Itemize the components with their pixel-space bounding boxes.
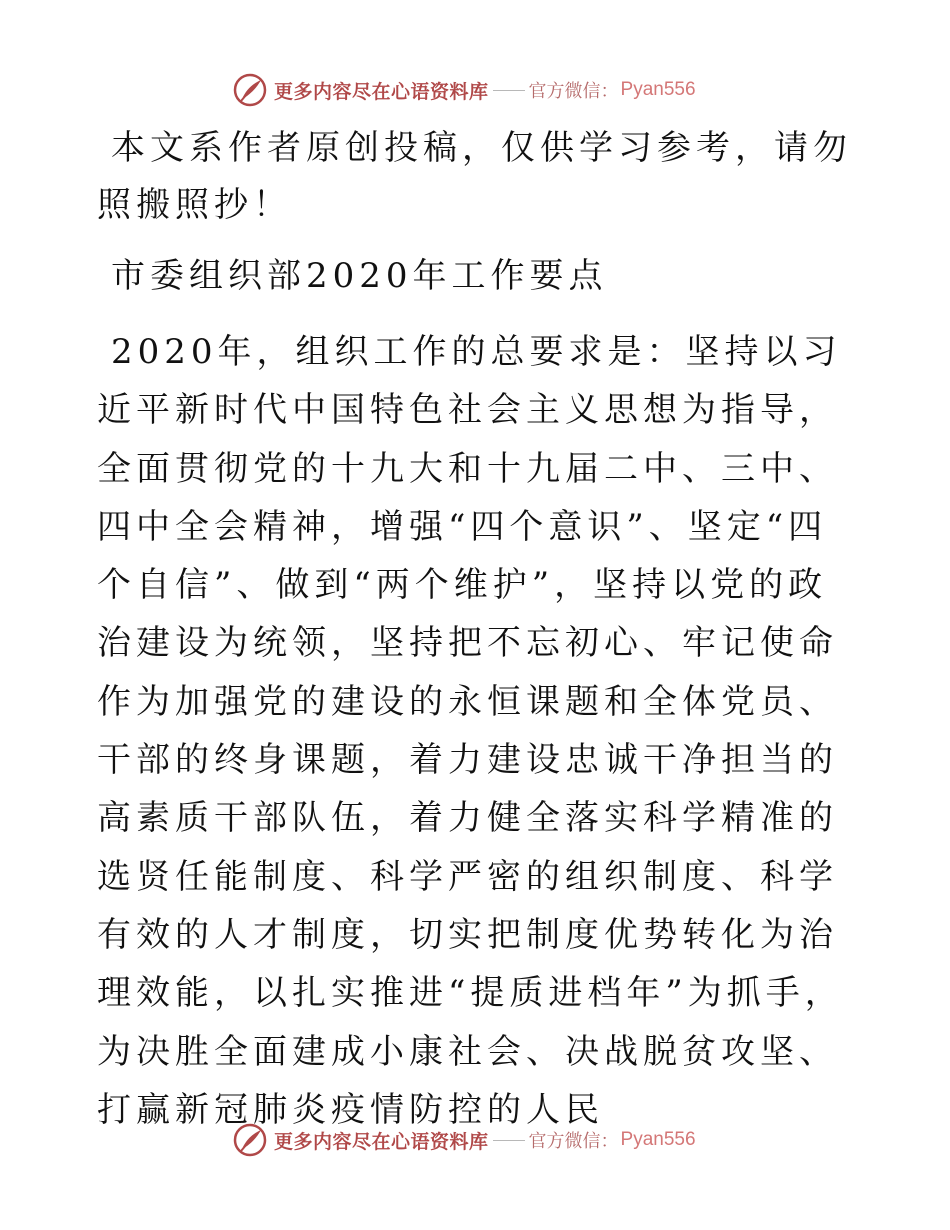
document-title <box>97 248 857 305</box>
banner-wechat-label: 官方微信： <box>528 1131 619 1152</box>
feather-pen-logo-icon <box>232 1122 268 1158</box>
banner-wechat-label: 官方微信： <box>528 81 619 102</box>
paragraph-text: 2020年，组织工作的总要求是：坚持以习近平新时代中国特色社会主义思想为指导，全面贯彻党的十九大和十九届二中、三中、四中全会精神，增强“四个意识”、坚定“四个自信”、做到“两个维护”，坚持以党的政治建设为统领，坚持把不忘初心、牢记使命作为加强党的建设的永恒课题和全体党员、干部的终身课题，着力建设忠诚干净担当的高素质干部队伍，着力健全落实科学精准的选贤任能制度、科学严密的组织制度、科学有效的人才制度，切实把制度优势转化为治理效能，以扎实推进“提质进档年”为抓手，为决胜全面建成小康社会、决战脱贫攻坚、打赢新冠肺炎疫情防控的人民 <box>97 332 844 1130</box>
banner-site-text: 更多内容尽在心语资料库 <box>274 80 489 103</box>
title-text: 市委组织部2020年工作要点 <box>111 256 608 296</box>
feather-pen-logo-icon <box>232 72 268 108</box>
banner-site-text: 更多内容尽在心语资料库 <box>274 1130 489 1153</box>
banner-dash-divider <box>493 90 525 91</box>
header-watermark-banner <box>232 70 696 110</box>
notice-text: 本文系作者原创投稿，仅供学习参考，请勿照搬照抄！ <box>97 128 852 225</box>
copyright-notice <box>97 120 857 234</box>
body-paragraph <box>97 323 857 1139</box>
banner-dash-divider <box>493 1140 525 1141</box>
footer-watermark-banner <box>232 1120 696 1160</box>
banner-wechat-id: Pyan556 <box>620 1129 696 1150</box>
banner-wechat-id: Pyan556 <box>620 79 696 100</box>
